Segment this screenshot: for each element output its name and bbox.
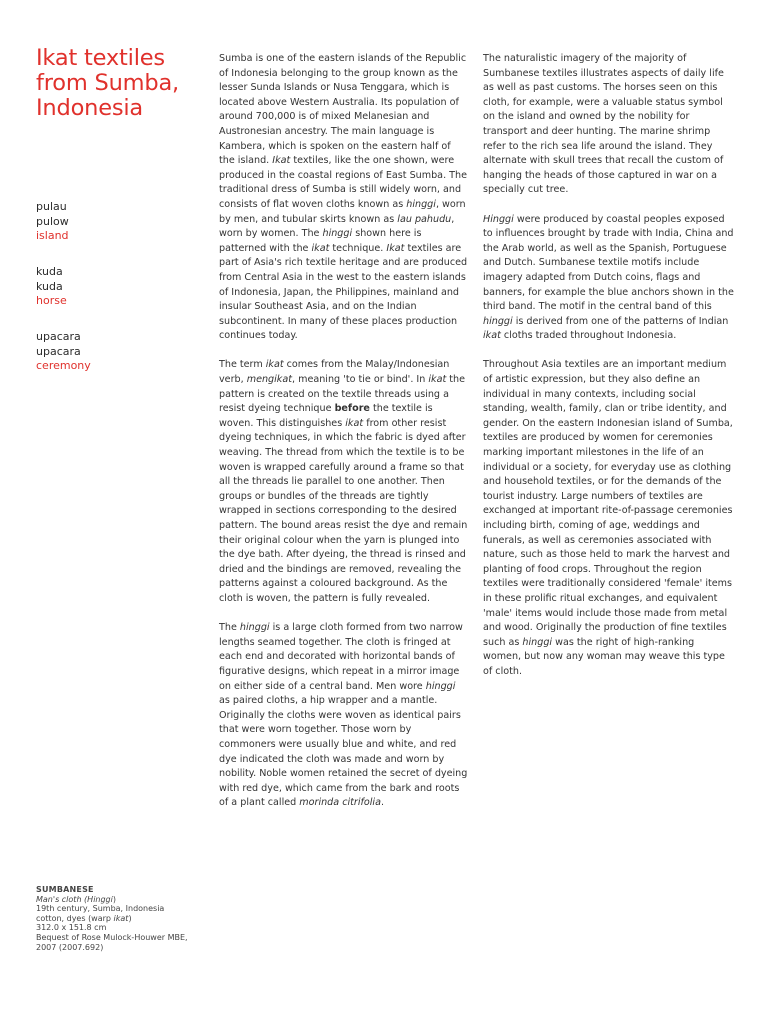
paragraph-textile-significance: Throughout Asia textiles are an important medium of artistic expression, but they also define an individual in many contexts, including social standing, wealth, family, clan or tribe identity, and gender. On the eastern Indonesian island of Sumba, textiles are produced by women for ceremonies marking important milestones in the life of an individual or a society, for everyday use as clothing and household textiles, or for the demands of the tourist industry. Large numbers of textiles are exchanged at important rite-of-passage ceremonies including birth, coming of age, weddings and funerals, as well as ceremonies associated with nature, such as those held to mark the harvest and planting of food crops. Throughout the region textiles were traditionally considered 'female' items in these prolific ritual exchanges, and equivalent 'male' items would include those made from metal and wood. Originally the production of fine textiles such as hinggi was the right of high-ranking women, but now any woman may weave this type of cloth. [483,359,733,677]
page-title: Ikat textiles from Sumba, Indonesia [36,45,179,121]
glossary-word: kuda [36,265,63,278]
caption-credit-line: Bequest of Rose Mulock-Houwer MBE, [36,932,188,942]
glossary-pronunciation: upacara [36,344,81,358]
glossary-translation: island [36,229,69,242]
text-column-2 [483,52,735,694]
caption-maker: SUMBANESE [36,885,94,894]
paragraph-trade-influences: Hinggi were produced by coastal peoples exposed to influences brought by trade with India, China and the Arab world, as well as the Spanish, Portuguese and Dutch. Sumbanese textile motifs include imagery adapted from Dutch coins, flags and banners, for example the blue anchors shown in the third band. The motif in the central band of this hinggi is derived from one of the patterns of Indian ikat cloths traded throughout Indonesia. [483,213,734,342]
caption-object-title: Man's cloth (Hinggi) [36,894,116,904]
caption-date-place: 19th century, Sumba, Indonesia [36,904,165,914]
glossary-translation: ceremony [36,359,91,372]
paragraph-hinggi: The hinggi is a large cloth formed from two narrow lengths seamed together. The cloth is fringed at each end and decorated with horizontal bands of figurative designs, which repeat in a mirror image on either side of a central band. Men wore hinggi as paired cloths, a hip wrapper and a mantle. Originally the cloths were woven as identical pairs that were worn together. Those worn by commoners were usually blue and white, and red dye indicated the cloth was made and worn by nobility. Noble women retained the secret of dyeing with red dye, which came from the bark and roots of a plant called morinda citrifolia. [219,622,468,809]
caption-dimensions: 312.0 x 151.8 cm [36,923,107,933]
glossary-ceremony [36,330,186,374]
glossary-pronunciation: pulow [36,214,69,228]
paragraph-ikat-technique: The term ikat comes from the Malay/Indonesian verb, mengikat, meaning 'to tie or bind'. In ikat the pattern is created on the textile threads using a resist dyeing technique before the textile is woven. This distinguishes ikat from other resist dyeing techniques, in which the fabric is dyed after weaving. The thread from which the textile is to be woven is wrapped carefully around a frame so that all the threads lie parallel to one another. Then groups or bundles of the threads are tightly wrapped in sections corresponding to the desired pattern. The bound areas resist the dye and remain their original colour when the yarn is plunged into the dye bath. After dyeing, the thread is rinsed and dried and the bindings are removed, revealing the patterns against a coloured background. As the cloth is woven, the pattern is fully revealed. [219,359,468,604]
glossary-pronunciation: kuda [36,279,63,293]
glossary-translation: horse [36,294,67,307]
paragraph-sumba-intro: Sumba is one of the eastern islands of the Republic of Indonesia belonging to the group known as the lesser Sunda Islands or Nusa Tenggara, which is located above Western Australia. Its population of around 700,000 is of mixed Melanesian and Austronesian ancestry. The main language is Kambera, which is spoken on the eastern half of the island. Ikat textiles, like the one shown, were produced in the coastal regions of East Sumba. The traditional dress of Sumba is still widely worn, and consists of flat woven cloths known as hinggi, worn by men, and tubular skirts known as lau pahudu, worn by women. The hinggi shown here is patterned with the ikat technique. Ikat textiles are part of Asia's rich textile heritage and are produced from Central Asia in the west to the eastern islands of Indonesia, Japan, the Philippines, mainland and insular Southeast Asia, and on the Indian subcontinent. In many of these places production continues today. [219,53,468,342]
caption-medium: cotton, dyes (warp ikat) [36,913,132,923]
glossary-word: upacara [36,330,81,343]
caption-accession: 2007 (2007.692) [36,942,104,952]
object-caption [36,885,216,952]
glossary-island [36,200,186,244]
text-column-1 [219,52,469,825]
glossary-word: pulau [36,200,67,213]
glossary-horse [36,265,186,309]
paragraph-imagery: The naturalistic imagery of the majority of Sumbanese textiles illustrates aspects of daily life as well as past customs. The horses seen on this cloth, for example, were a valuable status symbol on the island and owned by the nobility for transport and deer hunting. The marine shrimp refer to the rich sea life around the island. They alternate with skull trees that recall the custom of hanging the heads of those captured in war on a specially cut tree. [483,53,724,196]
